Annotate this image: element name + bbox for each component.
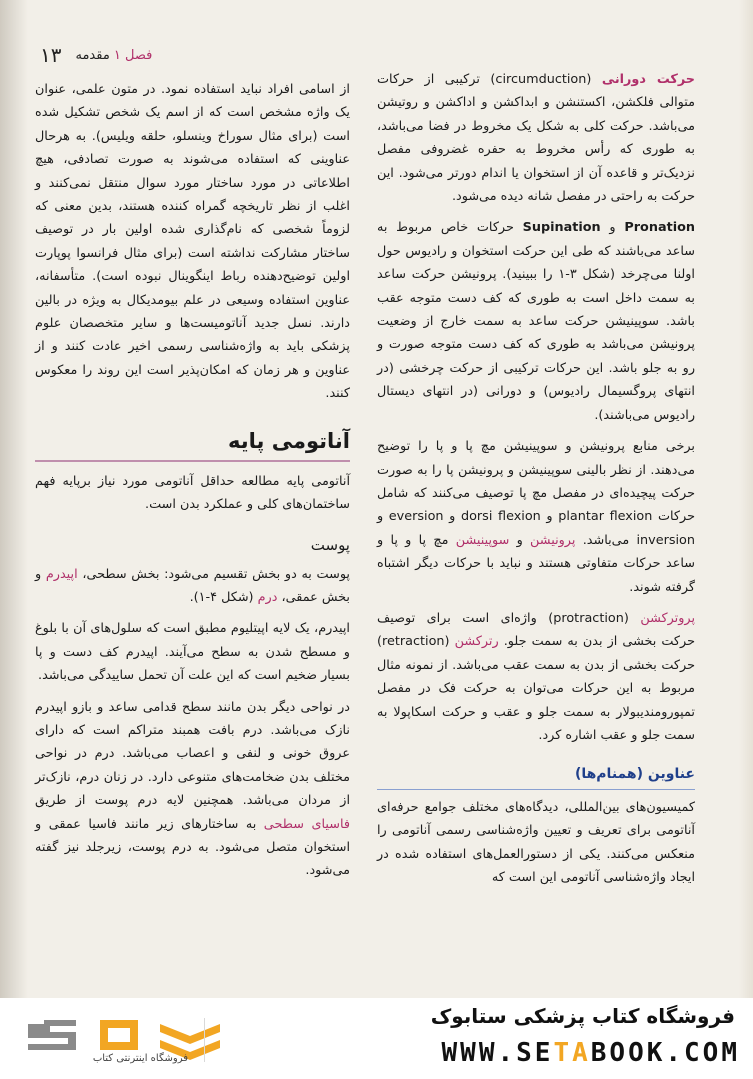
chapter-title: مقدمه	[75, 47, 110, 63]
supination-term: Supination	[522, 220, 601, 236]
pronation-text: حرکات خاص مربوط به ساعد می‌باشند که طی این حرکت استخوان و رادیوس حول اولنا می‌چرخد (شکل ۳-۱ را ببینید). پرونیشن حرکت ساعد به سمت داخل است به طوری که کف دست متوجه عقب باشد. سوپینیشن حرکت ساعد به سمت خارج از وضعیت پرونیشن می‌باشد به طوری که کف دست متوجه صورت و رو به جلو باشد. این حرکات ترکیبی از حرکت چرخشی (در انتهای پروگسیمال رادیوس) و دورانی (در انتهای دیستال رادیوس می‌باشند).	[377, 220, 695, 423]
pronation-term: Pronation	[624, 220, 695, 236]
page-edge-shadow	[739, 0, 753, 998]
circumduction-text: (circumduction) ترکیبی از حرکات متوالی فلکشن، اکستنشن و ابداکشن و اداکشن و روتیشن می‌باشد. حرکت کلی به شکل یک مخروط در فضا می‌باشد، به طوری که رأس مخروط به حفره غضروفی مفصل نزدیک‌تر و قاعده آن از استخوان یا اندام دورتر می‌شود. این حرکت به راحتی در مفصل شانه دیده می‌شود.	[377, 72, 695, 205]
skin-paragraph-3	[35, 696, 350, 883]
skin-text-1c: (شکل ۴-۱).	[189, 589, 258, 605]
shop-url-part-3: BOOK.COM	[590, 1038, 740, 1068]
skin-paragraph-2: اپیدرم، یک لایه اپیتلیوم مطبق است که سلول‌های آن با بلوغ و مسطح شدن به سطح می‌آیند. اپیدرم کف دست و پا بسیار ضخیم است که این علت آن تحمل ساییدگی می‌باشد.	[35, 621, 350, 684]
skin-paragraph-1	[35, 563, 350, 610]
footer-divider	[204, 1018, 205, 1062]
skin-heading: پوست	[310, 535, 350, 554]
foot-text-1: برخی منابع پرونیشن و سوپینیشن مچ پا و پا را توضیح می‌دهند. از نظر بالینی سوپینیشن و پرونیشن پا را به صورت حرکت پیچیده‌ای در مفصل مچ پا توصیف می‌کنند که شامل حرکات plantar flexion و dorsi flexion و eversion و inversion می‌باشد.	[377, 439, 695, 548]
watermark-footer	[0, 998, 753, 1079]
logo-mark-yellow	[100, 1020, 138, 1050]
foot-supination-term: سوپینیشن	[455, 532, 510, 548]
epidermis-term: اپیدرم	[45, 566, 78, 582]
circumduction-paragraph	[377, 68, 695, 208]
skin-text-1a: پوست به دو بخش تقسیم می‌شود: بخش سطحی،	[77, 566, 350, 582]
protraction-paragraph	[377, 607, 695, 747]
retraction-term: رترکشن	[454, 634, 499, 650]
foot-paragraph	[377, 435, 695, 599]
basic-anatomy-heading: آناتومی پایه	[35, 426, 350, 462]
circumduction-term: حرکت دورانی	[601, 72, 695, 87]
shop-url-part-2: TA	[553, 1038, 591, 1068]
page-number: ۱۳	[40, 43, 62, 67]
pronation-and: و	[600, 220, 625, 236]
chapter-prefix: فصل	[125, 47, 153, 63]
logo-tagline: فروشگاه اینترنتی کتاب	[92, 1053, 188, 1064]
retraction-text: (retraction) حرکت بخشی از بدن به سمت عقب می‌باشد. از نمونه مثال مربوط به این حرکات می‌توان به حرکت فک در مفصل تمپورومندیبولار به سمت جلو و عقب و حرکت اسکاپولا به سمت جلو و عقب اشاره کرد.	[377, 634, 695, 743]
right-column	[377, 68, 695, 897]
pronation-paragraph	[377, 216, 695, 427]
skin-text-3a: در نواحی دیگر بدن مانند سطح قدامی ساعد و بازو اپیدرم نازک می‌باشد. درم بافت همبند متراکم است که دارای عروق خونی و لنفی و اعصاب می‌باشد. درم در نواحی مختلف بدن ضخامت‌های متنوعی دارد. در زنان درم، نازک‌تر از مردان می‌باشد. همچنین لایه درم پوست از طریق	[35, 699, 350, 809]
page-header	[40, 40, 300, 70]
logo-chevron-1	[160, 1024, 220, 1044]
protraction-term: پروترکشن	[640, 610, 696, 626]
chapter-number: ۱	[113, 47, 121, 63]
synonyms-paragraph: کمیسیون‌های بین‌المللی، دیدگاه‌های مختلف جوامع حرفه‌ای آناتومی برای تعریف و تعیین واژه‌شناسی رسمی آناتومی را منعکس می‌کنند. یکی از دستورالعمل‌های استفاده شده در ایجاد واژه‌شناسی آناتومی این است که	[377, 799, 695, 885]
foot-pronation-term: پرونیشن	[530, 532, 576, 548]
shop-url	[330, 1038, 740, 1068]
page-binding-shadow	[0, 0, 28, 998]
shop-url-part-1: WWW.SE	[441, 1038, 554, 1068]
dermis-term: درم	[257, 589, 278, 605]
synonyms-heading: عناوین (همنام‌ها)	[377, 763, 695, 789]
superficial-fascia-term: فاسیای سطحی	[263, 816, 350, 832]
protraction-text: (protraction) واژه‌ای است برای توصیف حرکت بخشی از بدن به سمت جلو.	[377, 610, 695, 650]
skin-text-1b: و بخش عمقی،	[35, 566, 350, 605]
foot-text-2: مچ پا و پا و ساعد حرکات متفاوتی هستند و نباید با حرکات دیگر اشتباه گرفته شوند.	[377, 532, 695, 595]
logo-mark-gray	[28, 1020, 76, 1050]
left-column	[35, 78, 350, 891]
skin-text-3b: به ساختارهای زیر مانند فاسیا عمقی و استخوان متصل می‌شود. به درم پوست، زیرجلد نیز گفته می‌شود.	[35, 816, 350, 879]
shop-name: فروشگاه کتاب پزشکی ستابوک	[430, 1004, 735, 1028]
chapter-label	[75, 48, 152, 63]
foot-and: و	[509, 532, 531, 548]
eponyms-paragraph: از اسامی افراد نباید استفاده نمود. در متون علمی، عنوان یک واژه مشخص است که از اسم یک شخص تشکیل شده است (برای مثال سوراخ وینسلو، حلقه ویلیس). به هرحال عناوینی که استفاده می‌شوند به صورت تصادفی، هیچ اطلاعاتی در مورد ساختار مورد سوال منتقل نمی‌کنند و اغلب از نظر تاریخچه گمراه کننده هستند، بدین معنی که لزوماً شخصی که نام‌گذاری شده اولین بار در توصیف ساختار مشارکت نداشته است (برای مثال فرانسوا پوپارت اولین توضیح‌دهنده رباط اینگوینال نبوده است). متأسفانه، عناوین استفاده وسیعی در علم بیومدیکال به ویژه در بالین دارند. نسل جدید آناتومیست‌ها و سایر متخصصان علوم پزشکی باید به واژه‌شناسی رسمی اخیر عادت کنند و از عناوین و هر زمان که امکان‌پذیر است این روند را معکوس کنند.	[35, 82, 350, 402]
basic-anatomy-paragraph: آناتومی پایه مطالعه حداقل آناتومی مورد نیاز برپایه فهم ساختمان‌های کلی و عملکرد بدن است.	[35, 473, 350, 513]
